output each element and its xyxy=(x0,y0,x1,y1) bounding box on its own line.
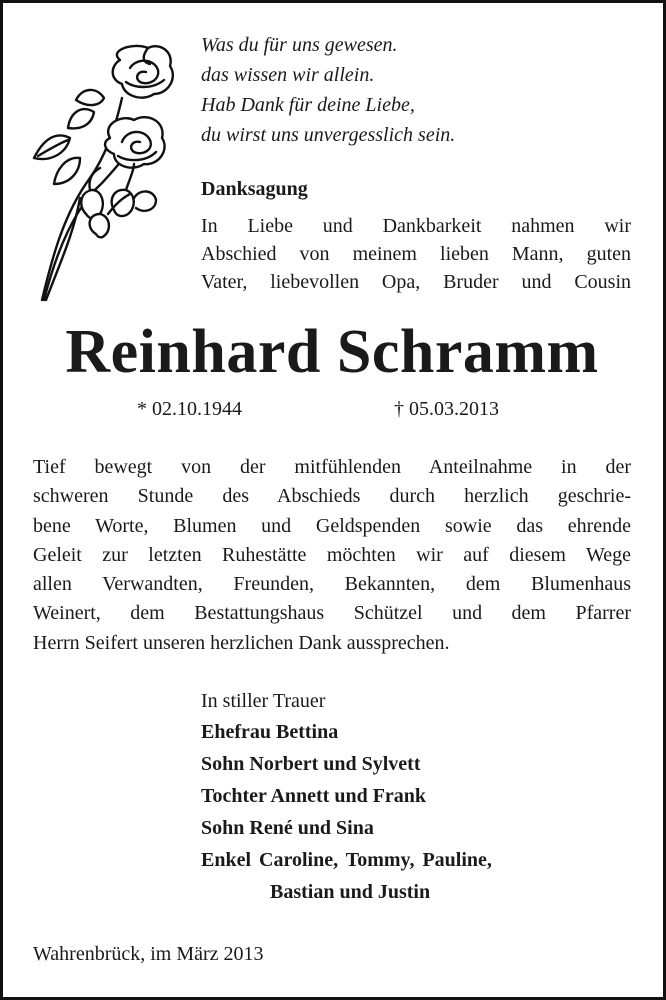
family-member: Tochter Annett und Frank xyxy=(201,785,427,807)
deceased-name: Reinhard Schramm xyxy=(65,318,599,386)
intro-line: Vater, liebevollen Opa, Bruder und Cousin xyxy=(201,271,631,293)
intro-line: In Liebe und Dankbarkeit nahmen wir xyxy=(201,215,631,237)
signature-block xyxy=(201,686,492,908)
body-line: Herrn Seifert unseren herzlichen Dank aussprechen. xyxy=(33,631,450,654)
rose-icon xyxy=(30,38,180,303)
poem-line: du wirst uns unvergesslich sein. xyxy=(201,124,456,146)
body-line: bene Worte, Blumen und Geldspenden sowie das ehrende xyxy=(33,514,631,537)
poem-line: Was du für uns gewesen. xyxy=(201,34,398,56)
family-member: Sohn Norbert und Sylvett xyxy=(201,753,421,775)
poem-line: das wissen wir allein. xyxy=(201,64,375,86)
body-line: Tief bewegt von der mitfühlenden Anteilnahme in der xyxy=(33,456,631,478)
mourning-label: In stiller Trauer xyxy=(201,690,326,712)
body-line: allen Verwandten, Freunden, Bekannten, dem Blumenhaus xyxy=(33,573,631,596)
heading: Danksagung xyxy=(201,178,308,200)
death-date: † 05.03.2013 xyxy=(394,398,499,420)
body-text xyxy=(33,453,631,658)
family-member: Sohn René und Sina xyxy=(201,817,374,839)
poem xyxy=(201,30,455,150)
intro-text xyxy=(201,212,631,296)
body-line: schweren Stunde des Abschieds durch herzlich geschrie- xyxy=(33,485,631,508)
place-date: Wahrenbrück, im März 2013 xyxy=(33,943,264,965)
family-member: Ehefrau Bettina xyxy=(201,721,339,743)
birth-date: * 02.10.1944 xyxy=(137,398,242,420)
intro-line: Abschied von meinem lieben Mann, guten xyxy=(201,243,631,265)
poem-line: Hab Dank für deine Liebe, xyxy=(201,94,415,116)
family-member: Enkel Caroline, Tommy, Pauline, xyxy=(201,849,492,871)
family-member-continued: Bastian und Justin xyxy=(270,881,431,903)
body-line: Geleit zur letzten Ruhestätte möchten wir auf diesem Wege xyxy=(33,543,631,566)
body-line: Weinert, dem Bestattungshaus Schützel und dem Pfarrer xyxy=(33,602,631,625)
